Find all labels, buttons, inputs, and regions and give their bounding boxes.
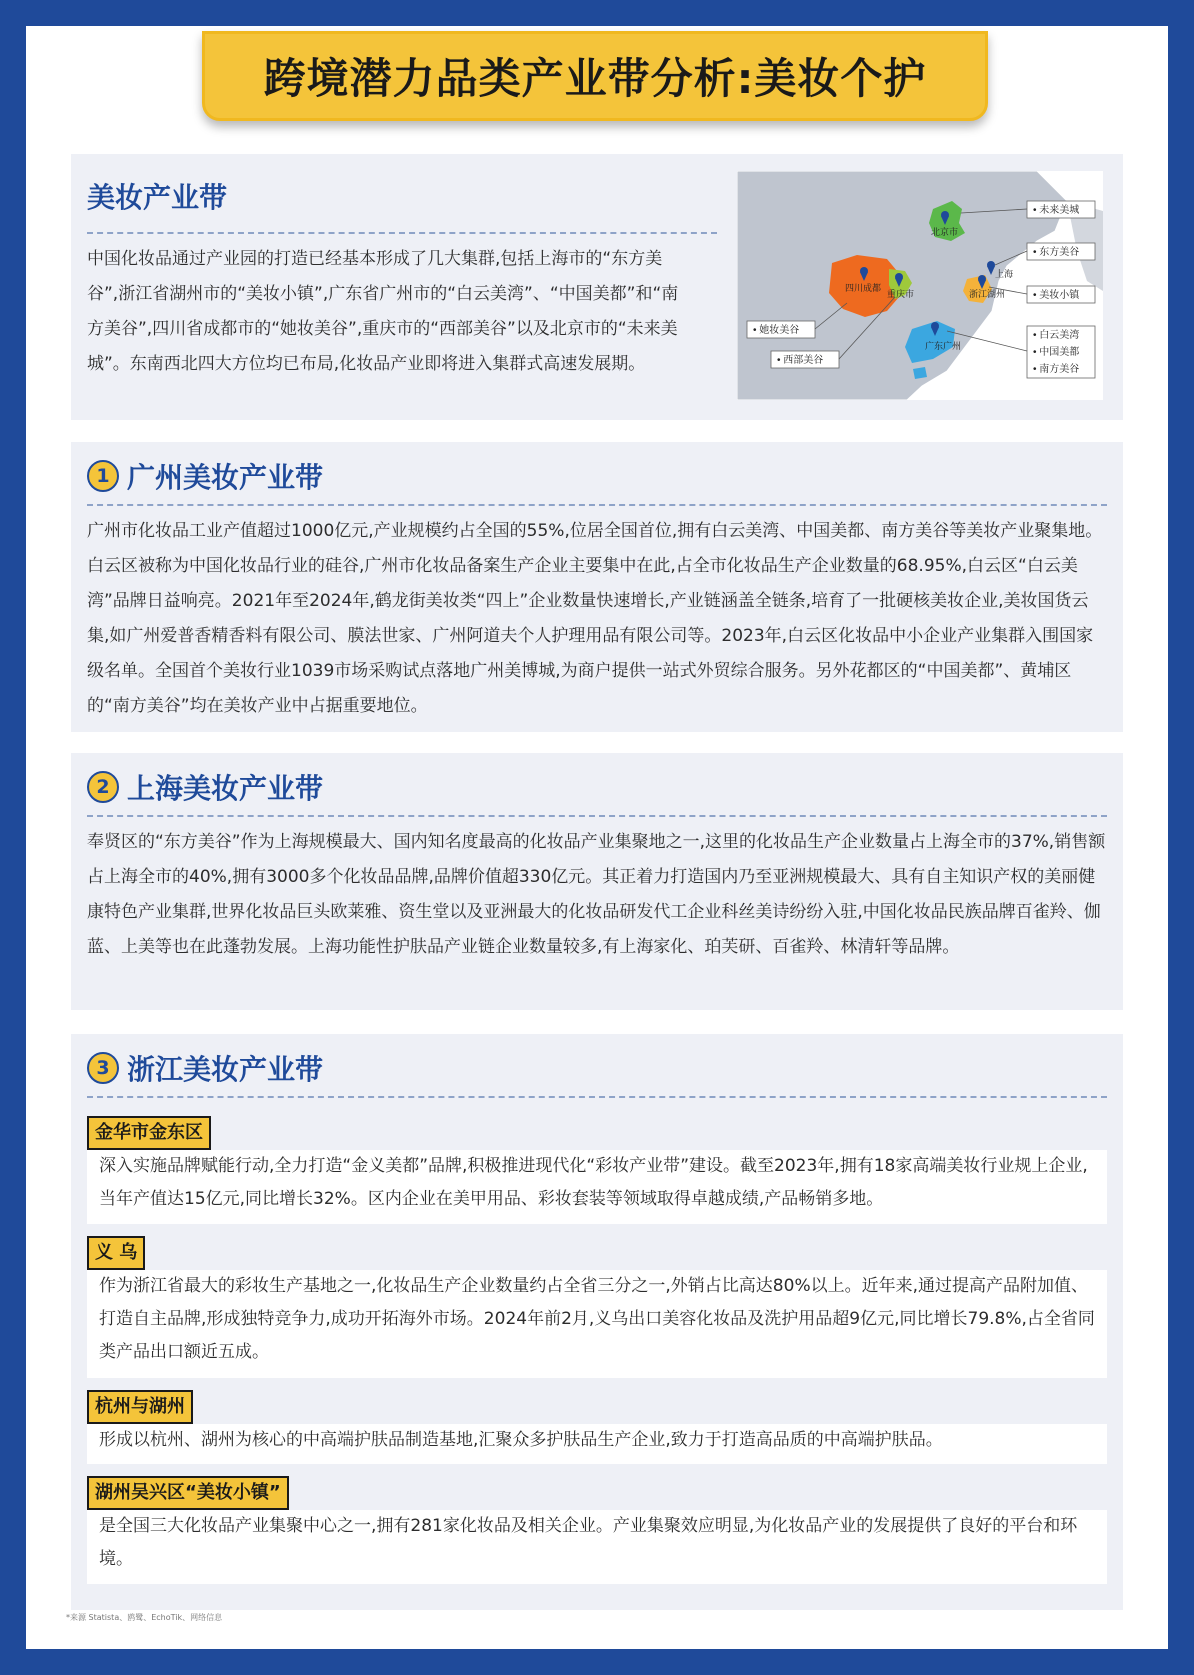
city-label: 上海	[995, 269, 1014, 279]
guangzhou-card	[71, 442, 1123, 732]
source-footnote: *来源 Statista、鸥鹭、EchoTik、网络信息	[66, 1613, 223, 1622]
map-svg	[737, 171, 1103, 400]
overview-text: 中国化妆品通过产业园的打造已经基本形成了几大集群,包括上海市的“东方美谷”,浙江省湖州市的“美妆小镇”,广东省广州市的“白云美湾”、“中国美都”和“南方美谷”,四川省成都市的“她妆美谷”,重庆市的“西部美谷”以及北京市的“未来美城”。东南西北四大方位均已布局,化妆品产业即将进入集群式高速发展期。	[87, 249, 679, 374]
subregion-text: 深入实施品牌赋能行动,全力打造“金义美都”品牌,积极推进现代化“彩妆产业带”建设。截至2023年,拥有18家高端美妆行业规上企业,当年产值达15亿元,同比增长32%。区内企业在美甲用品、彩妆套装等领域取得卓越成绩,产品畅销多地。	[99, 1156, 1088, 1209]
subregion-label: 湖州吴兴区“美妆小镇”	[87, 1476, 289, 1510]
subregion-text: 是全国三大化妆品产业集聚中心之一,拥有281家化妆品及相关企业。产业集聚效应明显,为化妆品产业的发展提供了良好的平台和环境。	[99, 1516, 1078, 1569]
subregion-text: 形成以杭州、湖州为核心的中高端护肤品制造基地,汇聚众多护肤品生产企业,致力于打造高品质的中高端护肤品。	[99, 1430, 943, 1450]
section-title-text: 广州美妆产业带	[127, 461, 324, 494]
section-title-text: 上海美妆产业带	[127, 772, 324, 805]
subregion-text: 作为浙江省最大的彩妆生产基地之一,化妆品生产企业数量约占全省三分之一,外销占比高达80%以上。近年来,通过提高产品附加值、打造自主品牌,形成独特竞争力,成功开拓海外市场。2024年前2月,义乌出口美容化妆品及洗护用品超9亿元,同比增长79.8%,占全省同类产品出口额近五成。	[99, 1276, 1095, 1362]
shanghai-text: 奉贤区的“东方美谷”作为上海规模最大、国内知名度最高的化妆品产业集聚地之一,这里的化妆品生产企业数量占上海全市的37%,销售额占上海全市的40%,拥有3000多个化妆品品牌,品牌价值超330亿元。其正着力打造国内乃至亚洲规模最大、具有自主知识产权的美丽健康特色产业集群,世界化妆品巨头欧莱雅、资生堂以及亚洲最大的化妆品研发代工企业科丝美诗纷纷入驻,中国化妆品民族品牌百雀羚、伽蓝、上美等也在此蓬勃发展。上海功能性护肤品产业链企业数量较多,有上海家化、珀芙研、百雀羚、林清轩等品牌。	[87, 832, 1106, 957]
subregion-box	[87, 1270, 1107, 1378]
callout-label: • 白云美湾	[1033, 330, 1080, 341]
callout-label: • 西部美谷	[777, 355, 824, 366]
callout-label: • 美妆小镇	[1033, 290, 1080, 301]
callout-label: • 南方美谷	[1033, 364, 1080, 375]
callout-label: • 东方美谷	[1033, 247, 1080, 258]
callout-label: • 中国美都	[1033, 347, 1080, 358]
zhejiang-card	[71, 1034, 1123, 1610]
divider	[87, 1096, 1107, 1098]
callout-label: • 未来美城	[1033, 205, 1080, 216]
city-label: 四川成都	[845, 283, 882, 293]
divider	[87, 504, 1107, 506]
title-banner	[202, 31, 988, 121]
subregion-label: 杭州与湖州	[87, 1390, 193, 1424]
guangzhou-title	[87, 456, 323, 496]
subregion-label: 金华市金东区	[87, 1116, 211, 1150]
overview-card	[71, 154, 1123, 420]
divider	[87, 815, 1107, 817]
hainan-region	[913, 367, 927, 379]
callout-label: • 她妆美谷	[753, 325, 800, 336]
divider	[87, 232, 717, 234]
zhejiang-title	[87, 1048, 323, 1088]
subregion-label: 义 乌	[87, 1236, 145, 1270]
city-label: 浙江湖州	[969, 289, 1006, 299]
china-map	[737, 171, 1103, 400]
city-label: 北京市	[931, 227, 959, 237]
number-badge: 3	[87, 1052, 119, 1084]
section-title-text: 浙江美妆产业带	[127, 1053, 324, 1086]
city-label: 广东广州	[925, 341, 962, 351]
overview-title: 美妆产业带	[87, 181, 228, 214]
number-badge: 1	[87, 460, 119, 492]
city-label: 重庆市	[887, 289, 915, 299]
shanghai-title	[87, 767, 323, 807]
page-title: 跨境潜力品类产业带分析:美妆个护	[263, 54, 927, 103]
subregion-box	[87, 1150, 1107, 1224]
guangzhou-text: 广州市化妆品工业产值超过1000亿元,产业规模约占全国的55%,位居全国首位,拥有白云美湾、中国美都、南方美谷等美妆产业聚集地。白云区被称为中国化妆品行业的硅谷,广州市化妆品备案生产企业主要集中在此,占全市化妆品生产企业数量的68.95%,白云区“白云美湾”品牌日益响亮。2021年至2024年,鹤龙街美妆类“四上”企业数量快速增长,产业链涵盖全链条,培育了一批硬核美妆企业,美妆国货云集,如广州爱普香精香料有限公司、膜法世家、广州阿道夫个人护理用品有限公司等。2023年,白云区化妆品中小企业产业集群入围国家级名单。全国首个美妆行业1039市场采购试点落地广州美博城,为商户提供一站式外贸综合服务。另外花都区的“中国美都”、黄埔区的“南方美谷”均在美妆产业中占据重要地位。	[87, 521, 1103, 716]
subregion-box	[87, 1424, 1107, 1464]
number-badge: 2	[87, 771, 119, 803]
page	[26, 26, 1168, 1649]
shanghai-card	[71, 753, 1123, 1010]
subregion-box	[87, 1510, 1107, 1584]
